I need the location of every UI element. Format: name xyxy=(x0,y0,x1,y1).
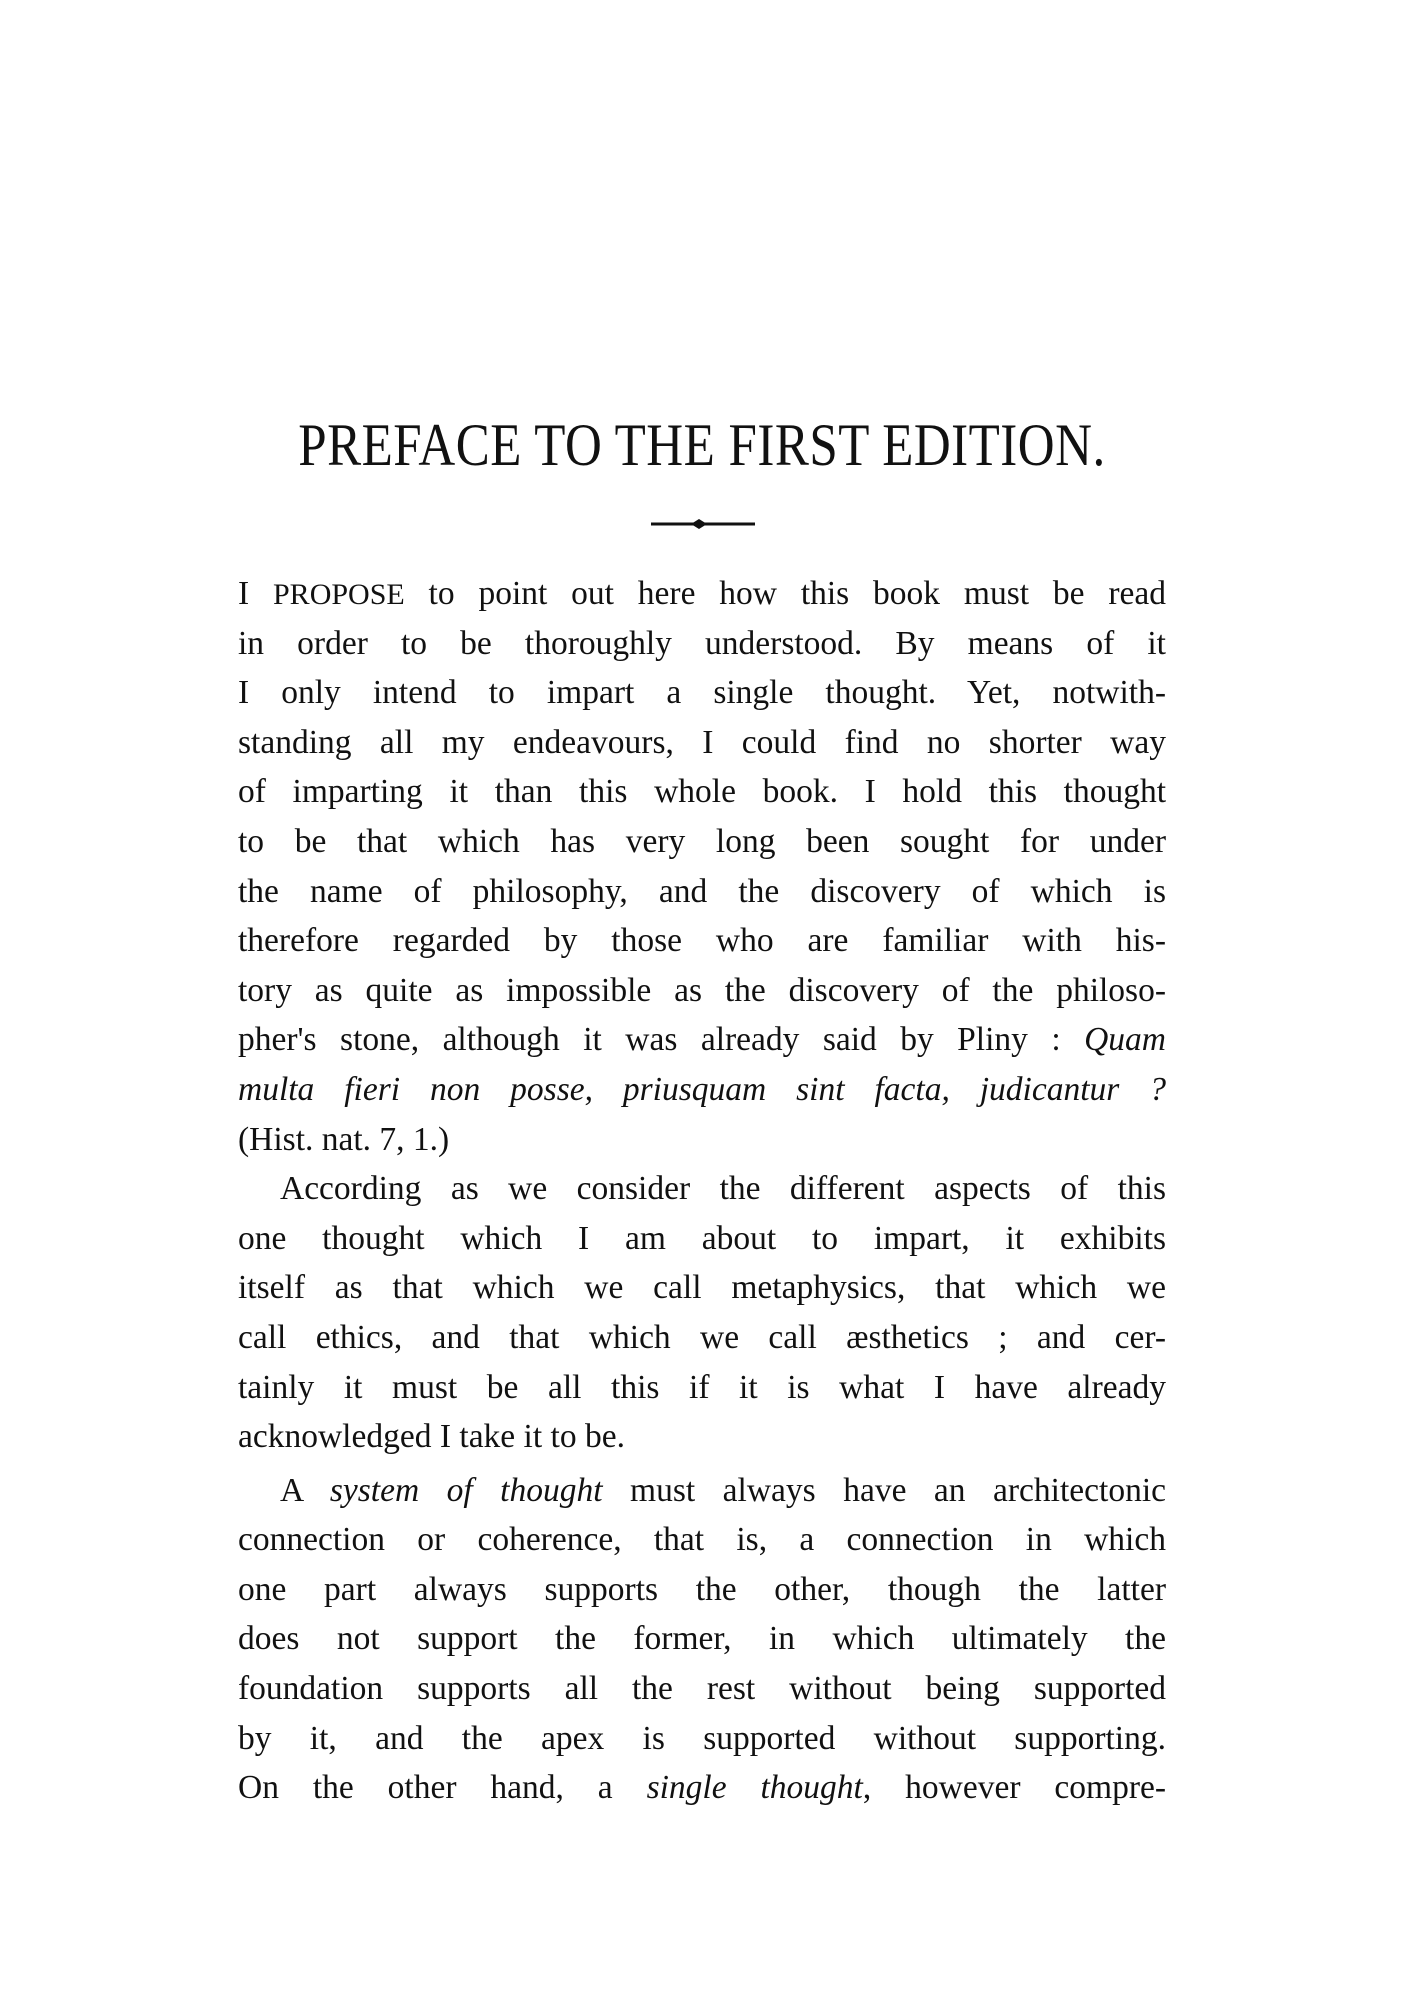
text-line: of imparting it than this whole book. I hold this thought xyxy=(238,773,1166,811)
text-line: foundation supports all the rest without being supported xyxy=(238,1670,1166,1708)
citation-line: (Hist. nat. 7, 1.) xyxy=(238,1120,450,1158)
text-line: I PROPOSE to point out here how this book must be read xyxy=(238,575,1166,612)
text-line: On the other hand, a single thought, however compre- xyxy=(238,1769,1166,1807)
text-line: one part always supports the other, though the latter xyxy=(238,1570,1166,1608)
text-line: the name of philosophy, and the discovery of which is xyxy=(238,872,1166,910)
latin-quote-line: multa fieri non posse, priusquam sint facta, judicantur ? xyxy=(238,1070,1166,1108)
text-line: tainly it must be all this if it is what I have already xyxy=(238,1368,1166,1406)
text-line: one thought which I am about to impart, it exhibits xyxy=(238,1219,1166,1257)
text-line: tory as quite as impossible as the discovery of the philoso- xyxy=(238,971,1166,1009)
text-line: standing all my endeavours, I could find no shorter way xyxy=(238,723,1166,761)
page-title: PREFACE TO THE FIRST EDITION. xyxy=(298,413,1106,480)
preface-body xyxy=(238,569,1166,1813)
text-line: itself as that which we call metaphysics, that which we xyxy=(238,1269,1166,1307)
text-line: in order to be thoroughly understood. By means of it xyxy=(238,624,1166,662)
text-line: acknowledged I take it to be. xyxy=(238,1418,625,1456)
ornament-divider-icon xyxy=(651,518,755,530)
text-line: to be that which has very long been sought for under xyxy=(238,822,1166,860)
text-line: does not support the former, in which ultimately the xyxy=(238,1620,1166,1658)
text-line: by it, and the apex is supported without supporting. xyxy=(238,1719,1166,1757)
text-line: According as we consider the different aspects of this xyxy=(280,1170,1166,1208)
text-line: I only intend to impart a single thought. Yet, notwith- xyxy=(238,674,1166,712)
text-line: connection or coherence, that is, a connection in which xyxy=(238,1521,1166,1559)
text-line: pher's stone, although it was already said by Pliny : Quam xyxy=(238,1021,1166,1059)
text-line: call ethics, and that which we call æsthetics ; and cer- xyxy=(238,1318,1166,1356)
text-line: therefore regarded by those who are familiar with his- xyxy=(238,922,1166,960)
text-line: A system of thought must always have an architectonic xyxy=(280,1471,1166,1509)
